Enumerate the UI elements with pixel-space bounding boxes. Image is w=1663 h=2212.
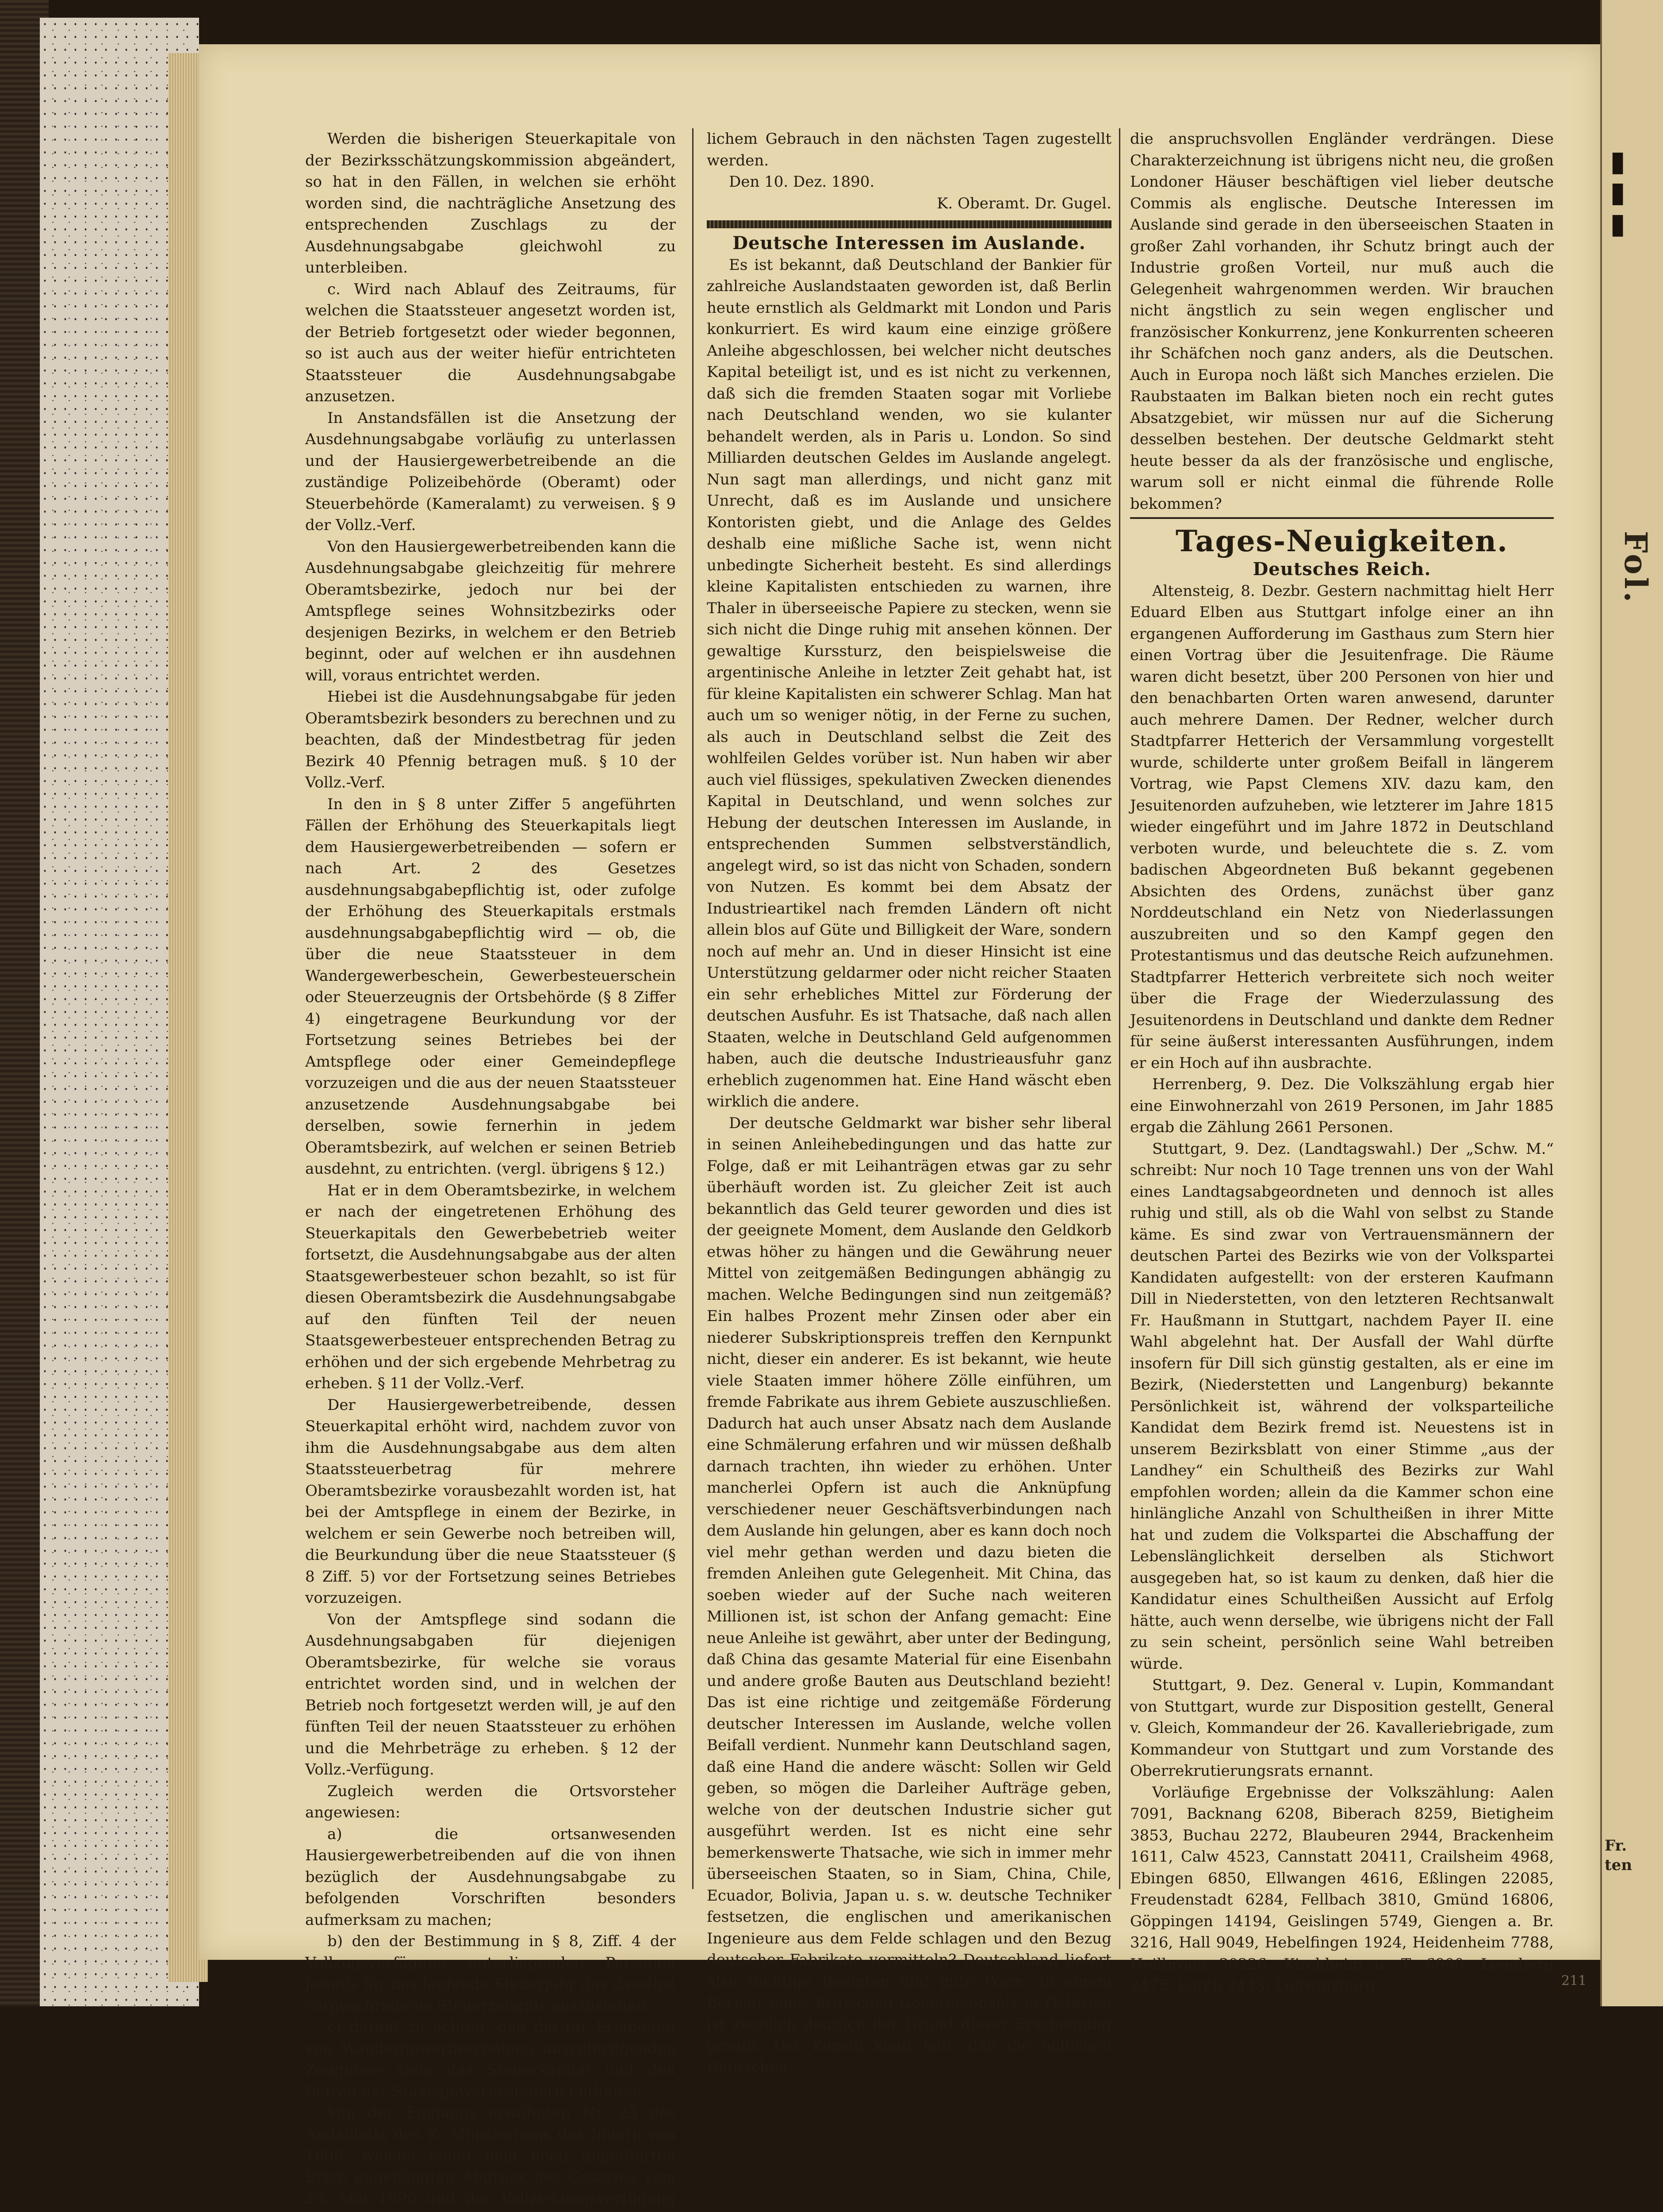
paragraph: Von der Eingangs erwähnten Nr. 23 des Amtsblatts des K. Ministeriums des Innern von 1890, welche einen dem oben angeführten Erlaß angehängten Abdruck des Gesetzes vom 23. Mai 1890 und der Vollziehungsverfügung (305, 2104, 676, 2208)
paragraph: b) den der Bestimmung in § 8, Ziff. 4 der Vollzugsverfügung unterliegenden Personen jeweils für das laufende Steuerjahr das daselbst vorgeschriebene Steuerzeugnis auszustellen; (305, 1932, 676, 2015)
paragraph: die anspruchsvollen Engländer verdrängen. Diese Charakterzeichnung ist übrigens nicht neu, die großen Londoner Häuser beschäftigen viel lieber deutsche Commis als englische. Deutsche Interessen im Auslande sind gerade in den überseeischen Staaten in großer Zahl vorhanden, ihr Schutz bringt auch der Industrie großen Vorteil, nur muß auch die Gelegenheit wahrgenommen werden. Wir brauchen nicht ängstlich zu sein wegen englischer und französischer Konkurrenz, jene Konkurrenten scheeren ihr Schäfchen noch ganz anders, als die Deutschen. Auch in Europa noch läßt sich Manches erzielen. Die Raubstaaten im Balkan bieten noch ein recht gutes Absatzgebiet, wir müssen nur auf die Sicherung desselben bestehen. Der deutsche Geldmarkt steht heute besser da als der französische und englische, warum soll er nicht einmal die führende Rolle bekommen? (1130, 130, 1554, 513)
paragraph: Es ist bekannt, daß Deutschland der Bankier für zahlreiche Auslandstaaten geworden ist, daß Berlin heute ernstlich als Geldmarkt mit London und Paris konkurriert. Es wird kaum eine einzige größere Anleihe abgeschlossen, bei welcher nicht deutsches Kapital beteiligt ist, und es ist nicht zu verkennen, daß sich die fremden Staaten sogar mit Vorliebe nach Deutschland wenden, wo sie kulanter behandelt werden, als in Paris u. London. So sind Milliarden deutschen Geldes im Auslande angelegt. Nun sagt man allerdings, und nicht ganz mit Unrecht, daß es im Auslande und unsichere Kontoristen giebt, und die Anlage des Geldes deshalb eine mißliche Sache ist, wenn nicht unbedingte Sicherheit besteht. Es sind allerdings kleine Kapitalisten entschieden zu warnen, ihre Thaler in überseeische Papiere zu stecken, wenn sie sich nicht die Dinge ruhig mit ansehen können. Der gewaltige Kurssturz, den beispielsweise die argentinische Anleihe in letzter Zeit gehabt hat, ist für kleine Kapitalisten ein schwerer Schlag. Man hat auch um so weniger nötig, in der Ferne zu suchen, als auch in Deutschland selbst die Zeit des wohlfeilen Geldes vorüber ist. Nun haben wir aber auch viel flüssiges, spekulativen Zwecken dienendes Kapital in Deutschland, und wenn solches zur Hebung der deutschen Interessen im Auslande, in entsprechenden Summen selbstverständlich, angelegt wird, so ist das nicht von Schaden, sondern von Nutzen. Es kommt bei dem Absatz der Industrieartikel nach fremden Ländern oft nicht allein blos auf Güte und Billigkeit der Ware, sondern noch auf mehr an. Und in dieser Hinsicht ist eine Unterstützung geldarmer oder nicht reicher Staaten ein sehr erhebliches Mittel zur Förderung der deutschen Ausfuhr. Es ist Thatsache, daß nach allen Staaten, welche in Deutschland Geld aufgenommen haben, auch die deutsche Industrieausfuhr ganz erheblich zugenommen hat. Eine Hand wäscht eben wirklich die andere. (707, 256, 1111, 1110)
adjacent-page-heading: Fol. (1617, 531, 1654, 605)
paragraph: Werden die bisherigen Steuerkapitale von der Bezirksschätzungskommission abgeändert, so hat in den Fällen, in welchen sie erhöht worden sind, die nachträgliche Ansetzung des entsprechenden Zuschlags zu der Ausdehnungsabgabe gleichwohl zu unterbleiben. (305, 130, 676, 276)
paragraph: c. Wird nach Ablauf des Zeitraums, für welchen die Staatssteuer angesetzt worden ist, der Betrieb fortgesetzt oder wieder begonnen, so ist auch aus der weiter hiefür entrichteten Staatssteuer die Ausdehnungsabgabe anzusetzen. (305, 280, 676, 405)
adjacent-page-strip (1600, 0, 1663, 2006)
notice-date: Den 10. Dez. 1890. (729, 173, 875, 191)
section-divider (707, 220, 1111, 228)
notice-signature: K. Oberamt. Dr. Gugel. (937, 194, 1111, 212)
column-divider-2 (1119, 128, 1120, 1889)
adjacent-page-marks: ▮ ▮ ▮ (1610, 145, 1626, 240)
paragraph: Hat er in dem Oberamtsbezirke, in welchem er nach der eingetretenen Erhöhung des Steuerkapitals den Gewerbebetrieb weiter fortsetzt, die Ausdehnungsabgabe aus der alten Staatsgewerbesteuer schon bezahlt, so ist für diesen Oberamtsbezirk die Ausdehnungsabgabe auf den fünften Teil der neuen Staatsgewerbesteuer entsprechenden Betrag zu erhöhen und der sich ergebende Mehrbetrag zu erheben. § 11 der Vollz.-Verf. (305, 1181, 676, 1392)
paragraph: In Anstandsfällen ist die Ansetzung der Ausdehnungsabgabe vorläufig zu unterlassen und der Hausiergewerbetreibende an die zuständige Polizeibehörde (Oberamt) oder Steuerbehörde (Kameralamt) zu verweisen. § 9 der Vollz.-Verf. (305, 409, 676, 534)
adjacent-page-text: Fr. ten (1605, 1837, 1632, 1874)
column-left (305, 128, 676, 2208)
column-divider-1 (692, 128, 694, 1889)
paragraph: c) darauf zu achten, daß die für Erlangung von Wandergewerbescheinen auszufertigenden Zeugnisse stets das Steuerkapital und den Betrag der Staatsgewerbesteuern enthalten. (305, 2018, 676, 2101)
paragraph: lichem Gebrauch in den nächsten Tagen zugestellt werden. (707, 130, 1111, 169)
paragraph: Zugleich werden die Ortsvorsteher angewiesen: (305, 1782, 676, 1821)
paragraph: Altensteig, 8. Dezbr. Gestern nachmittag hielt Herr Eduard Elben aus Stuttgart infolge einer an ihn ergangenen Aufforderung im Gasthaus zum Stern hier einen Vortrag über die Jesuitenfrage. Die Räume waren dicht besetzt, über 200 Personen von hier und den benachbarten Orten waren anwesend, darunter auch mehrere Damen. Der Redner, welcher durch Stadtpfarrer Hetterich der Versammlung vorgestellt wurde, schilderte unter großem Beifall in längerem Vortrag, wie Papst Clemens XIV. dazu kam, den Jesuitenorden aufzuheben, wie letzterer im Jahre 1815 wieder eingeführt und im Jahre 1872 in Deutschland verboten wurde, und beleuchtete die s. Z. vom badischen Abgeordneten Buß bekannt gegebenen Absichten des Ordens, zunächst über ganz Norddeutschland ein Netz von Niederlassungen auszubreiten und so den Kampf gegen den Protestantismus und das deutsche Reich aufzunehmen. Stadtpfarrer Hetterich verbreitete sich noch weiter über die Frage der Wiederzulassung des Jesuitenordens in Deutschland und dankte dem Redner für seine äußerst interessanten Ausführungen, indem er ein Hoch auf ihn ausbrachte. (1130, 582, 1554, 1072)
paragraph: Stuttgart, 9. Dez. General v. Lupin, Kommandant von Stuttgart, wurde zur Disposition gestellt, General v. Gleich, Kommandeur der 26. Kavalleriebrigade, zum Kommandeur von Stuttgart und zum Vorstande des Oberrekrutierungsrats ernannt. (1130, 1676, 1554, 1780)
section-heading: Tages-Neuigkeiten. (1175, 524, 1508, 558)
section-subheading: Deutsches Reich. (1253, 559, 1431, 580)
paragraph: Hiebei ist die Ausdehnungsabgabe für jeden Oberamtsbezirk besonders zu berechnen und zu beachten, daß der Mindestbetrag für jeden Bezirk 40 Pfennig betragen muß. § 10 der Vollz.-Verf. (305, 688, 676, 791)
paragraph: Von den Hausiergewerbetreibenden kann die Ausdehnungsabgabe gleichzeitig für mehrere Oberamtsbezirke, jedoch nur bei der Amtspflege seines Wohnsitzbezirks oder desjenigen Bezirks, in welchem er den Betrieb beginnt, oder auf welchen er ihn ausdehnen will, voraus entrichtet werden. (305, 538, 676, 684)
paragraph: Von der Amtspflege sind sodann die Ausdehnungsabgaben für diejenigen Oberamtsbezirke, für welche sie voraus entrichtet worden sind, und in welchen der Betrieb noch fortgesetzt werden will, je auf den fünften Teil der neuen Staatssteuer zu erhöhen und die Mehrbeträge zu erheben. § 12 der Vollz.-Verfügung. (305, 1610, 676, 1778)
column-right (1130, 128, 1554, 1994)
page-number: 211 (1561, 1973, 1587, 1989)
paragraph: Der deutsche Geldmarkt war bisher sehr liberal in seinen Anleihebedingungen und das hatte zur Folge, daß er mit Leihanträgen etwas gar zu sehr überhäuft worden ist. Zu gleicher Zeit ist auch bekanntlich das Geld teurer geworden und dies ist der geeignete Moment, dem Auslande den Geldkorb etwas höher zu hängen und die Gewährung neuer Mittel von zeitgemäßen Bedingungen abhängig zu machen. Welche Bedingungen sind nun zeitgemäß? Ein halbes Prozent mehr Zinsen oder aber ein niederer Subskriptionspreis treffen den Kernpunkt nicht, dieser ein anderer. Es ist bekannt, wie heute viele Staaten immer höhere Zölle einführen, um fremde Fabrikate aus ihrem Gebiete auszuschließen. Dadurch hat auch unser Absatz nach dem Auslande eine Schmälerung erfahren und wir müssen deßhalb darnach trachten, ihn wieder zu erhöhen. Unter mancherlei Opfern ist auch die Anknüpfung verschiedener neuer Geschäftsverbindungen nach dem Auslande hin gelungen, aber es kann doch noch viel mehr gethan werden und dazu bieten die fremden Anleihen gute Gelegenheit. Mit China, das soeben wieder auf der Suche nach weiteren Millionen ist, ist schon der Anfang gemacht: Eine neue Anleihe ist gewährt, aber unter der Bedingung, daß China das gesamte Material für eine Eisenbahn und andere große Bauten aus Deutschland bezieht! Das ist eine richtige und zeitgemäße Förderung deutscher Interessen im Auslande, welche vollen Beifall verdient. Nunmehr kann Deutschland sagen, daß eine Hand die andere wäscht: Sollen wir Geld geben, so mögen die Darleiher Aufträge geben, welche von der deutschen Industrie sicher gut ausgeführt werden. Ist es nicht eine sehr bemerkenswerte Thatsache, wie sich in immer mehr überseeischen Staaten, so in Siam, China, Chile, Ecuador, Bolivia, Japan u. s. w. deutsche Techniker festsetzen, die englischen und amerikanischen Ingenieure aus dem Felde schlagen und den Bezug deutscher Fabrikate vermitteln? Deutschland liefert also tüchtige Beamten und gute Ware. In einem Bericht eines britischen Generalkonsuls in Ostasien ist ziemlich deutlich der Grund dieser Erscheinung gesagt. Der Konsul klagt laut, daß die höflichen Deutschen (707, 1114, 1111, 2076)
paragraph: In den in § 8 unter Ziffer 5 angeführten Fällen der Erhöhung des Steuerkapitals liegt dem Hausiergewerbetreibenden — sofern er nach Art. 2 des Gesetzes ausdehnungsabgabepflichtig ist, oder zufolge der Erhöhung des Steuerkapitals erstmals ausdehnungsabgabepflichtig wird — ob, die über die neue Staatssteuer in dem Wandergewerbeschein, Gewerbesteuerschein oder Steuerzeugnis der Ortsbehörde (§ 8 Ziffer 4) eingetragene Beurkundung vor der Fortsetzung seines Betriebes bei der Amtspflege oder einer Gemeindepflege vorzuzeigen und die aus der neuen Staatssteuer anzusetzende Ausdehnungsabgabe bei derselben, sowie fernerhin in jedem Oberamtsbezirk, auf welchen er seinen Betrieb ausdehnt, zu entrichten. (vergl. übrigens § 12.) (305, 795, 676, 1178)
paragraph: Herrenberg, 9. Dez. Die Volkszählung ergab hier eine Einwohnerzahl von 2619 Personen, im Jahr 1885 ergab die Zählung 2661 Personen. (1130, 1075, 1554, 1136)
section-divider (1130, 517, 1554, 519)
column-middle (707, 128, 1111, 2076)
paragraph: Stuttgart, 9. Dez. (Landtagswahl.) Der „Schw. M.“ schreibt: Nur noch 10 Tage trennen uns von der Wahl eines Landtagsabgeordneten und dennoch ist alles ruhig und still, als ob die Wahl von selbst zu Stande käme. Es sind zwar von Vertrauensmännern der deutschen Partei des Bezirks wie von der Volkspartei Kandidaten aufgestellt: von der ersteren Kaufmann Dill in Niederstetten, von den letzteren Rechtsanwalt Fr. Haußmann in Stuttgart, nachdem Payer II. eine Wahl abgelehnt hat. Der Ausfall der Wahl dürfte insofern für Dill sich günstig gestalten, als er eine im Bezirk, (Niederstetten und Langenburg) bekannte Persönlichkeit ist, während der volksparteiliche Kandidat dem Bezirk fremd ist. Neuestens ist in unserem Bezirksblatt von einer Stimme „aus der Landhey“ ein Schultheiß des Bezirks zur Wahl empfohlen worden; allein da die Kammer schon eine hinlängliche Anzahl von Schultheißen in ihrer Mitte hat und zudem die Volkspartei die Abschaffung der Lebenslänglichkeit derselben als Stichwort ausgegeben hat, so ist kaum zu denken, daß hier die Kandidatur eines Schultheißen Aussicht auf Erfolg hätte, auch wenn derselbe, wie übrigens nicht der Fall zu sein scheint, persönlich seine Wahl betreiben würde. (1130, 1140, 1554, 1673)
paragraph: Der Hausiergewerbetreibende, dessen Steuerkapital erhöht wird, nachdem zuvor von ihm die Ausdehnungsabgabe aus dem alten Staatssteuerbetrag für mehrere Oberamtsbezirke vorausbezahlt worden ist, hat bei der Amtspflege in einem der Bezirke, in welchem er sein Gewerbe noch betreiben will, die Beurkundung über die neue Staatssteuer (§ 8 Ziff. 5) vor der Fortsetzung seines Betriebes vorzuzeigen. (305, 1396, 676, 1607)
paragraph: a) die ortsanwesenden Hausiergewerbetreibenden auf die von ihnen bezüglich der Ausdehnungsabgabe zu befolgenden Vorschriften besonders aufmerksam zu machen; (305, 1825, 676, 1929)
article-heading: Deutsche Interessen im Auslande. (732, 233, 1086, 253)
paragraph: Vorläufige Ergebnisse der Volkszählung: Aalen 7091, Backnang 6208, Biberach 8259, Bietigheim 3853, Buchau 2272, Blaubeuren 2944, Brackenheim 1611, Calw 4523, Cannstatt 20411, Crailsheim 4968, Ebingen 6850, Ellwangen 4616, Eßlingen 22085, Freudenstadt 6284, Fellbach 3810, Gmünd 16806, Göppingen 14194, Geislingen 5749, Giengen a. Br. 3216, Hall 9049, Hebelfingen 1924, Heidenheim 7788, Heilbronn 30226, Kirchheim u. T. 6900, Leonberg 2475, Lorch 2443, Ludwigsburg (1130, 1783, 1554, 1994)
